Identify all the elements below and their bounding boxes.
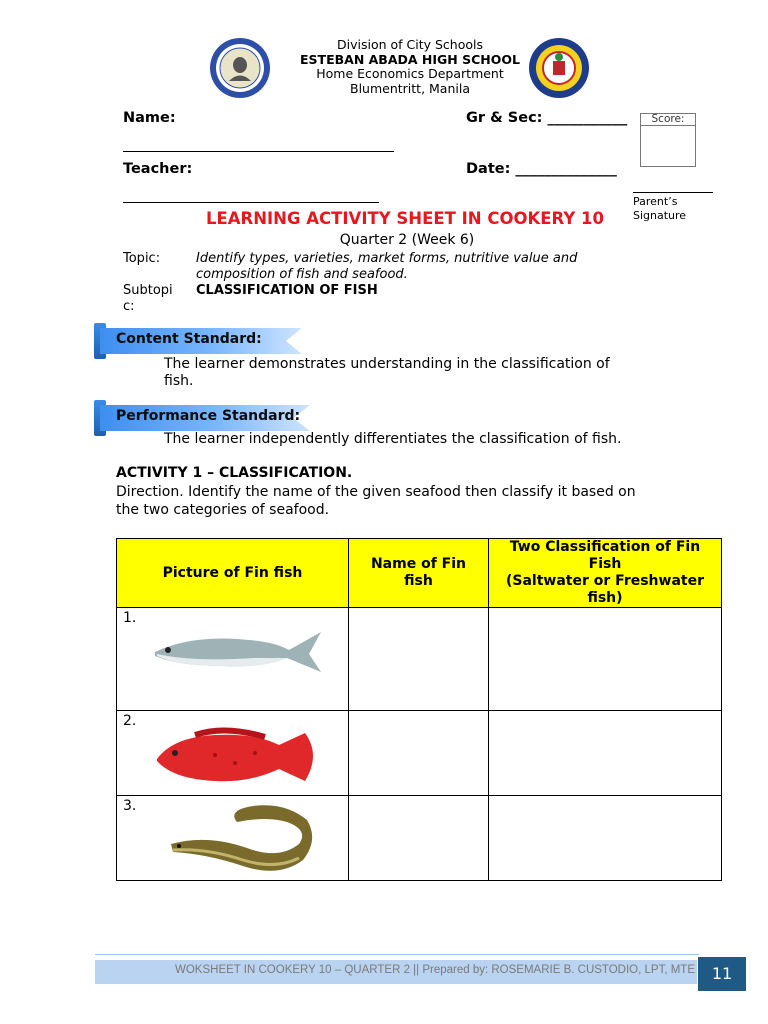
department-text: Home Economics Department: [316, 66, 504, 81]
parent-label-2: Signature: [633, 209, 687, 222]
table-row: [117, 711, 722, 796]
performance-standard-text: The learner independently differentiates the classification of fish.: [164, 431, 622, 447]
milkfish-image: [153, 628, 325, 678]
table-row: [117, 796, 722, 881]
red-grouper-image: [155, 725, 321, 787]
eel-image: [167, 800, 315, 876]
topic-label: Topic:: [123, 251, 161, 266]
performance-standard-heading: Performance Standard:: [116, 408, 301, 424]
date-field[interactable]: Date: ______________: [466, 161, 617, 177]
activity-direction-2: the two categories of seafood.: [116, 502, 330, 518]
row-number: 2.: [123, 713, 137, 729]
picture-cell: [117, 608, 349, 711]
quarter-text: Quarter 2 (Week 6): [339, 232, 475, 248]
table-row: [117, 608, 722, 711]
division-text: Division of City Schools: [336, 37, 483, 52]
footer-rule: [95, 954, 699, 955]
table-header-row: [117, 539, 722, 608]
location-text: Blumentritt, Manila: [350, 80, 470, 96]
classification-table: [116, 538, 722, 881]
col-name-header: Name of Fin fish: [349, 539, 489, 608]
score-box[interactable]: [640, 113, 696, 167]
picture-cell: [117, 711, 349, 796]
name-line[interactable]: [123, 151, 394, 152]
row-number: 1.: [123, 610, 137, 626]
content-standard-heading: Content Standard:: [116, 331, 262, 347]
name-label: Name:: [123, 110, 176, 126]
content-standard-line-1: The learner demonstrates understanding in the classification of: [164, 356, 610, 372]
signature-line: [633, 192, 713, 193]
classification-answer-cell[interactable]: [489, 711, 722, 796]
col-picture-header: Picture of Fin fish: [117, 539, 349, 608]
name-answer-cell[interactable]: [349, 796, 489, 881]
topic-line-1: Identify types, varieties, market forms, nutritive value and: [196, 251, 578, 266]
school-name: ESTEBAN ABADA HIGH SCHOOL: [300, 51, 520, 67]
subtopic-label-1: Subtopi: [123, 283, 173, 298]
parent-label-1: Parent’s: [633, 195, 678, 208]
subtopic-text: CLASSIFICATION OF FISH: [196, 283, 378, 298]
picture-cell: [117, 796, 349, 881]
activity-title: ACTIVITY 1 – CLASSIFICATION.: [116, 465, 353, 481]
classification-answer-cell[interactable]: [489, 608, 722, 711]
content-standard-line-2: fish.: [164, 373, 194, 389]
grade-section-field[interactable]: Gr & Sec: ___________: [466, 110, 628, 126]
sheet-title: LEARNING ACTIVITY SHEET IN COOKERY 10: [205, 209, 605, 228]
classification-answer-cell[interactable]: [489, 796, 722, 881]
school-header: [270, 38, 550, 96]
page-number: 11: [698, 957, 746, 991]
name-answer-cell[interactable]: [349, 608, 489, 711]
name-answer-cell[interactable]: [349, 711, 489, 796]
content-standard-ribbon: [94, 323, 304, 359]
score-label: Score:: [641, 113, 695, 126]
teacher-line[interactable]: [123, 202, 379, 203]
col-classification-header: Two Classification of Fin Fish (Saltwater or Freshwater fish): [489, 539, 722, 608]
school-seal-logo: [209, 37, 271, 103]
subtopic-label-2: c:: [123, 299, 135, 314]
activity-direction-1: Direction. Identify the name of the given seafood then classify it based on: [116, 484, 636, 500]
footer-text: WOKSHEET IN COOKERY 10 – QUARTER 2 || Prepared by: ROSEMARIE B. CUSTODIO, LPT, MTE: [175, 964, 695, 976]
row-number: 3.: [123, 798, 137, 814]
topic-line-2: composition of fish and seafood.: [196, 267, 408, 282]
teacher-label: Teacher:: [123, 161, 193, 177]
